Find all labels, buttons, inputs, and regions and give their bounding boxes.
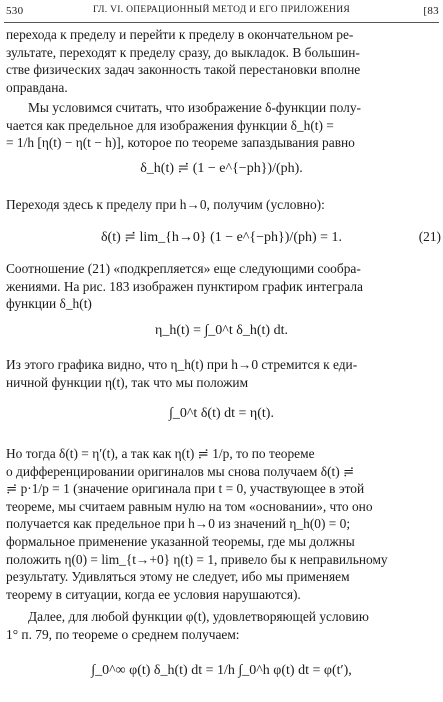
text-line: теореме, мы считаем равным нулю на том «основании», что оно bbox=[6, 498, 373, 514]
text-line: о дифференцировании оригиналов мы снова получаем δ(t) ≓ bbox=[6, 463, 355, 479]
text-line: чается как предельное для изображения функции δ_h(t) = bbox=[6, 117, 334, 133]
equation-21 bbox=[6, 229, 437, 247]
text-line: ≓ p·1/p = 1 (значение оригинала при t = 0, участвующее в этой bbox=[6, 481, 365, 497]
text-line: Переходя здесь к пределу при h→0, получим (условно): bbox=[6, 197, 325, 212]
equation-3: η_h(t) = ∫_0^t δ_h(t) dt. bbox=[155, 323, 288, 338]
paragraph-1 bbox=[6, 26, 437, 96]
paragraph-3 bbox=[6, 196, 437, 214]
text-line: получается как предельное при h→0 из значений η_h(0) = 0; bbox=[6, 516, 351, 532]
text-line: стве физических задач законность такой перестановки вполне bbox=[6, 62, 361, 78]
text-line: = 1/h [η(t) − η(t − h)], которое по теореме запаздывания равно bbox=[6, 135, 355, 151]
paragraph-4 bbox=[6, 260, 437, 313]
paragraph-6 bbox=[6, 445, 437, 603]
text-line: Из этого графика видно, что η_h(t) при h→0 стремится к еди- bbox=[6, 357, 358, 372]
text-line: результату. Удивляться этому не следует, ибо мы применяем bbox=[6, 569, 350, 585]
paragraph-5 bbox=[6, 356, 437, 391]
text-line: формальное применение указанной теоремы, где мы должны bbox=[6, 533, 355, 549]
text-line: жениями. На рис. 183 изображен пунктиром график интеграла bbox=[6, 278, 363, 294]
text-line: 1° п. 79, по теореме о среднем получаем: bbox=[6, 626, 240, 642]
text-line: Соотношение (21) «подкрепляется» еще следующими сообра- bbox=[6, 261, 361, 276]
running-header bbox=[4, 5, 439, 21]
chapter-title: ГЛ. VI. ОПЕРАЦИОННЫЙ МЕТОД И ЕГО ПРИЛОЖЕНИЯ bbox=[92, 5, 351, 15]
text-line: оправдана. bbox=[6, 79, 68, 95]
equation-number: (21) bbox=[418, 229, 441, 244]
section-number: [83 bbox=[423, 5, 439, 17]
equation-21-body: δ(t) ≓ lim_{h→0} (1 − e^{−ph})/(ph) = 1. bbox=[100, 230, 343, 245]
text-line: зультате, переходят к пределу сразу, до выкладок. В большин- bbox=[6, 44, 360, 60]
text-line: функции δ_h(t) bbox=[6, 296, 92, 312]
equation-5: ∫_0^∞ φ(t) δ_h(t) dt = 1/h ∫_0^h φ(t) dt = φ(t′), bbox=[91, 663, 352, 678]
text-line: теорему в ситуации, когда ее условия нарушаются). bbox=[6, 586, 301, 602]
header-rule bbox=[4, 22, 439, 23]
paragraph-2 bbox=[6, 99, 437, 152]
text-line: перехода к пределу и перейти к пределу в окончательном ре- bbox=[6, 27, 354, 42]
text-line: ничной функции η(t), так что мы положим bbox=[6, 374, 249, 390]
text-line: положить η(0) = lim_{t→+0} η(t) = 1, привело бы к неправильному bbox=[6, 551, 388, 567]
text-line: Мы условимся считать, что изображение δ-функции полу- bbox=[28, 100, 361, 115]
equation-4: ∫_0^t δ(t) dt = η(t). bbox=[169, 406, 274, 421]
text-line: Но тогда δ(t) = η′(t), а так как η(t) ≓ 1/p, то по теореме bbox=[6, 446, 315, 461]
text-line: Далее, для любой функции φ(t), удовлетворяющей условию bbox=[28, 609, 369, 624]
equation-1: δ_h(t) ≓ (1 − e^{−ph})/(ph). bbox=[140, 161, 303, 176]
page-number: 530 bbox=[6, 5, 24, 17]
paragraph-7 bbox=[6, 608, 437, 643]
